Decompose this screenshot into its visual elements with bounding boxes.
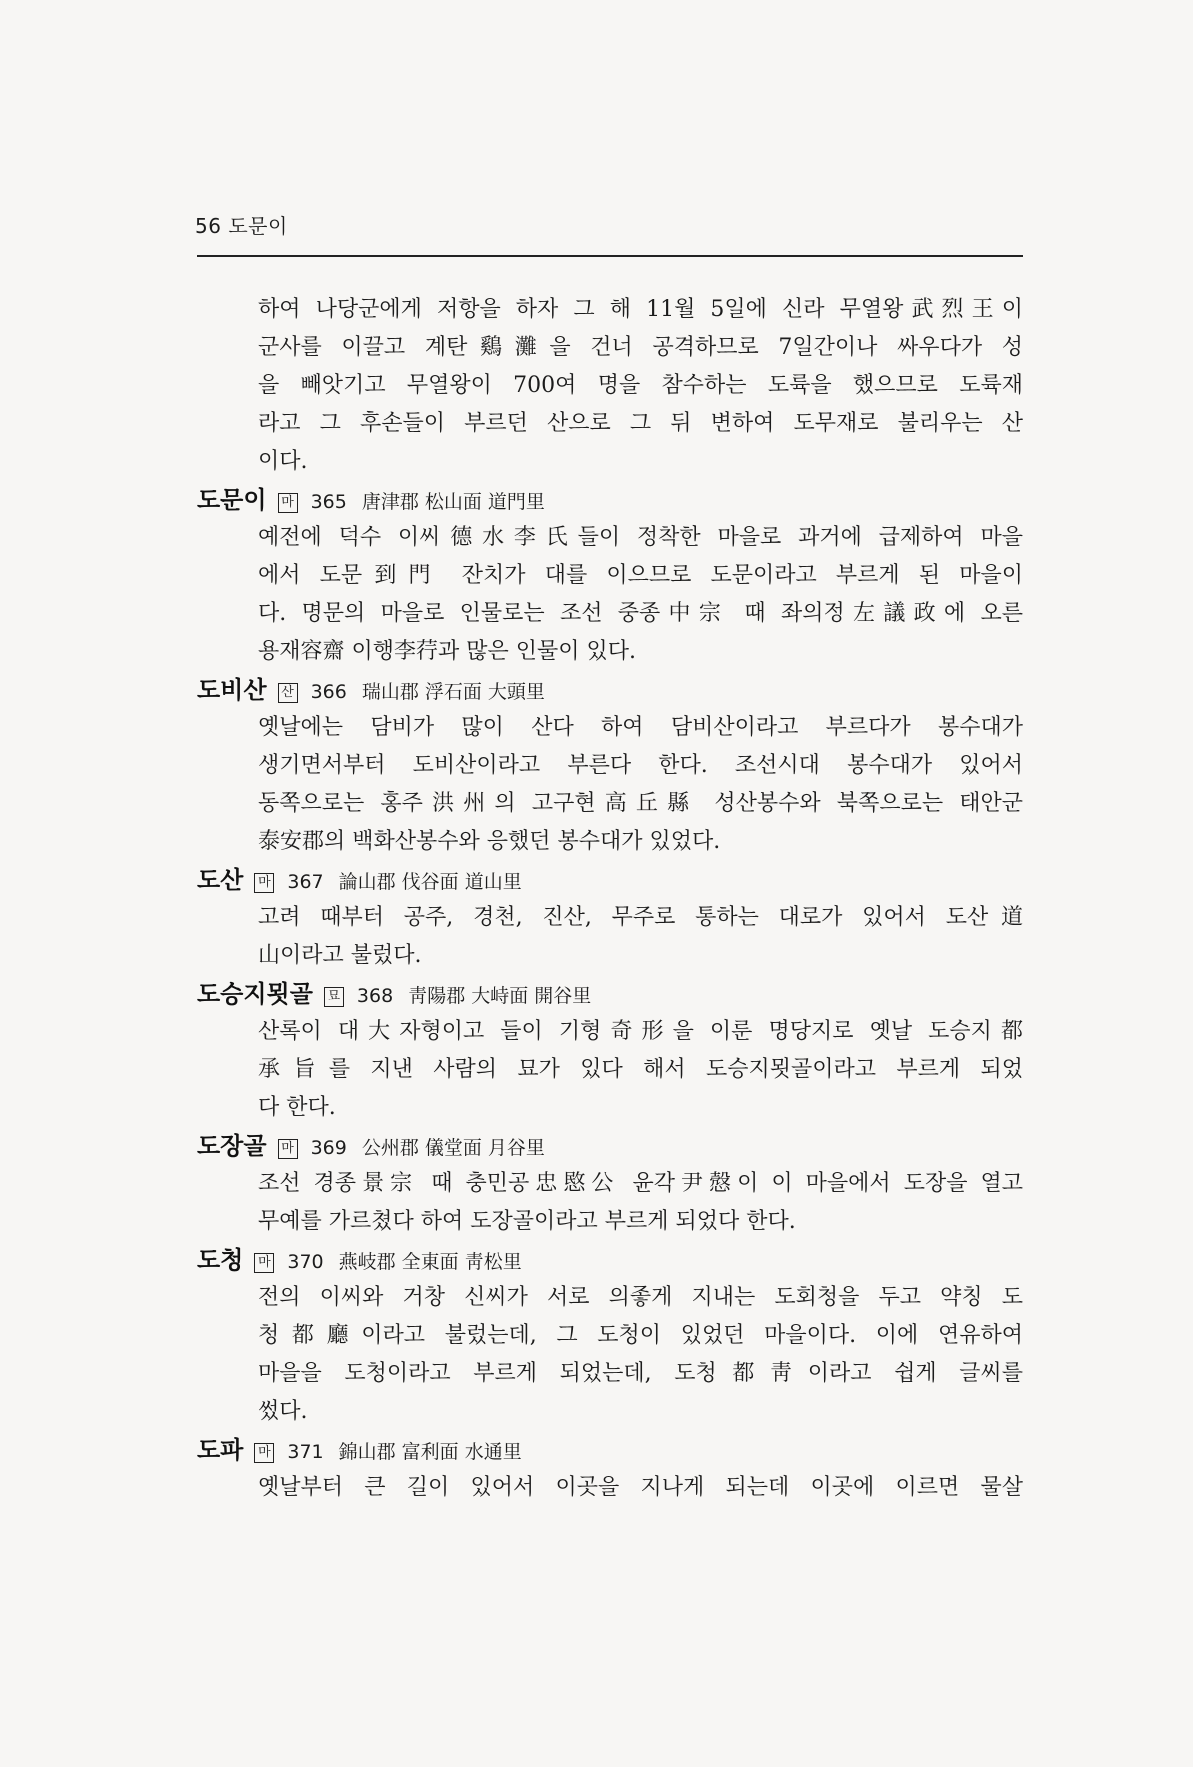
text-line: 무예를 가르쳤다 하여 도장골이라고 부르게 되었다 한다. (258, 1209, 796, 1234)
continued-paragraph (197, 291, 1023, 481)
entry-number: 368 (356, 985, 394, 1007)
text-line: 承旨를 지낸 사람의 묘가 있다 해서 도승지묏골이라고 부르게 되었 (258, 1057, 1023, 1082)
category-badge: 마 (254, 1253, 274, 1273)
text-line: 하여 나당군에게 저항을 하자 그 해 11월 5일에 신라 무열왕武烈王이 (258, 297, 1023, 322)
text-line: 옛날에는 담비가 많이 산다 하여 담비산이라고 부르다가 봉수대가 (258, 715, 1023, 740)
text-line: 예전에 덕수 이씨德水李氏들이 정착한 마을로 과거에 급제하여 마을 (258, 525, 1023, 550)
running-title: 도문이 (228, 214, 288, 238)
text-line: 에서 도문到門 잔치가 대를 이으므로 도문이라고 부르게 된 마을이 (258, 563, 1023, 588)
text-line: 이다. (258, 449, 308, 474)
entry-number: 369 (310, 1137, 347, 1159)
category-badge: 마 (254, 873, 274, 893)
entry-location: 錦山郡 富利面 水通里 (338, 1441, 522, 1463)
entry-location: 燕岐郡 全東面 靑松里 (338, 1251, 522, 1273)
entry-term: 도청 (197, 1246, 244, 1274)
entry-location: 瑞山郡 浮石面 大頭里 (361, 681, 545, 703)
entry-heading (197, 1127, 1023, 1165)
text-line: 마을을 도청이라고 부르게 되었는데, 도청都靑이라고 쉽게 글씨를 (258, 1361, 1023, 1386)
text-line: 을 빼앗기고 무열왕이 700여 명을 참수하는 도륙을 했으므로 도륙재 (258, 373, 1023, 398)
text-line: 조선 경종景宗 때 충민공忠愍公 윤각尹慤이 이 마을에서 도장을 열고 (258, 1171, 1023, 1196)
entry-heading (197, 1241, 1023, 1279)
entry-number: 366 (310, 681, 347, 703)
entry-heading (197, 1431, 1023, 1469)
text-line: 고려 때부터 공주, 경천, 진산, 무주로 통하는 대로가 있어서 도산道 (258, 905, 1023, 930)
entry-368 (197, 975, 1023, 1127)
text-line: 山이라고 불렀다. (258, 943, 422, 968)
text-line: 군사를 이끌고 계탄鷄灘을 건너 공격하므로 7일간이나 싸우다가 성 (258, 335, 1023, 360)
entry-number: 370 (287, 1251, 324, 1273)
entry-number: 367 (287, 871, 324, 893)
entry-location: 公州郡 儀堂面 月谷里 (361, 1137, 545, 1159)
entry-term: 도산 (197, 866, 244, 894)
entry-370 (197, 1241, 1023, 1431)
entry-term: 도비산 (197, 676, 267, 704)
text-line: 산록이 대大자형이고 들이 기형奇形을 이룬 명당지로 옛날 도승지都 (258, 1019, 1023, 1044)
entry-location: 唐津郡 松山面 道門里 (361, 491, 545, 513)
entry-371 (197, 1431, 1023, 1507)
text-line: 동쪽으로는 홍주洪州의 고구현高丘縣 성산봉수와 북쪽으로는 태안군 (258, 791, 1023, 816)
entry-heading (197, 975, 1023, 1013)
header-rule (197, 255, 1023, 257)
category-badge: 묘 (324, 987, 344, 1007)
entry-term: 도승지묏골 (197, 980, 313, 1008)
entry-number: 365 (310, 491, 347, 513)
entry-369 (197, 1127, 1023, 1241)
entry-location: 論山郡 伐谷面 道山里 (338, 871, 522, 893)
text-line: 생기면서부터 도비산이라고 부른다 한다. 조선시대 봉수대가 있어서 (258, 753, 1023, 778)
category-badge: 산 (278, 683, 298, 703)
running-head (195, 210, 1021, 239)
entry-term: 도파 (197, 1436, 244, 1464)
text-line: 옛날부터 큰 길이 있어서 이곳을 지나게 되는데 이곳에 이르면 물살 (258, 1475, 1023, 1500)
text-line: 다. 명문의 마을로 인물로는 조선 중종中宗 때 좌의정左議政에 오른 (258, 601, 1023, 626)
text-line: 다 한다. (258, 1095, 336, 1120)
entry-term: 도장골 (197, 1132, 267, 1160)
entry-366 (197, 671, 1023, 861)
entry-heading (197, 861, 1023, 899)
text-line: 泰安郡의 백화산봉수와 응했던 봉수대가 있었다. (258, 829, 721, 854)
entry-number: 371 (287, 1441, 324, 1463)
page-number: 56 (195, 214, 222, 238)
page-content (197, 291, 1023, 1507)
category-badge: 마 (278, 493, 298, 513)
category-badge: 마 (278, 1139, 298, 1159)
entry-heading (197, 671, 1023, 709)
entry-heading (197, 481, 1023, 519)
text-line: 용재容齋 이행李荇과 많은 인물이 있다. (258, 639, 636, 664)
category-badge: 마 (254, 1443, 274, 1463)
entry-365 (197, 481, 1023, 671)
entry-location: 靑陽郡 大峙面 開谷里 (408, 985, 592, 1007)
text-line: 라고 그 후손들이 부르던 산으로 그 뒤 변하여 도무재로 불리우는 산 (258, 411, 1023, 436)
entry-367 (197, 861, 1023, 975)
text-line: 청都廳이라고 불렀는데, 그 도청이 있었던 마을이다. 이에 연유하여 (258, 1323, 1023, 1348)
text-line: 썼다. (258, 1399, 308, 1424)
entry-term: 도문이 (197, 486, 267, 514)
text-line: 전의 이씨와 거창 신씨가 서로 의좋게 지내는 도회청을 두고 약칭 도 (258, 1285, 1023, 1310)
